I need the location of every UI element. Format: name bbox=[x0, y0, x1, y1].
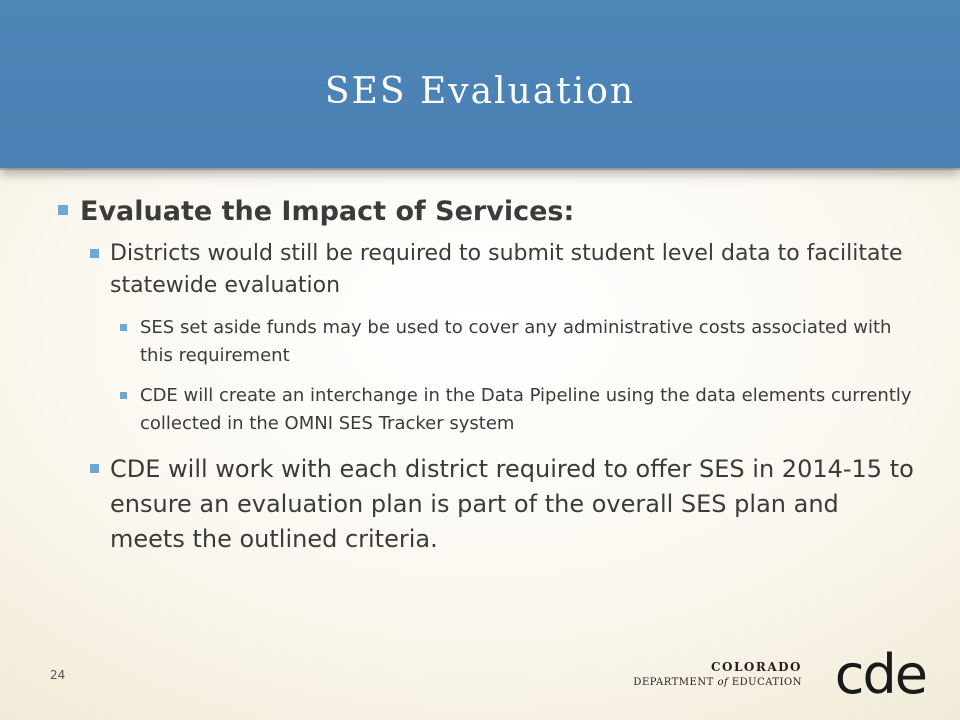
bullet-heading-text: Evaluate the Impact of Services: bbox=[80, 196, 575, 227]
logo-dept-suffix: EDUCATION bbox=[728, 677, 802, 688]
sub-bullet-1-text: SES set aside funds may be used to cover any administrative costs associated with this requirement bbox=[140, 317, 892, 366]
logo-state: COLORADO bbox=[710, 660, 802, 674]
cde-logo-mark: cde bbox=[834, 643, 926, 706]
square-bullet-icon bbox=[120, 324, 127, 331]
title-band bbox=[0, 0, 960, 168]
bullet-point-2-text: CDE will work with each district required to offer SES in 2014-15 to ensure an evaluation plan is part of the overall SES plan and meets the outlined criteria. bbox=[110, 455, 914, 553]
square-bullet-icon bbox=[58, 205, 68, 215]
sub-bullet-2-text: CDE will create an interchange in the Data Pipeline using the data elements currently collected in the OMNI SES Tracker system bbox=[140, 385, 912, 434]
bullet-heading bbox=[58, 194, 918, 230]
bullet-point-2 bbox=[90, 452, 918, 557]
logo-department bbox=[633, 674, 802, 692]
logo-text bbox=[633, 660, 802, 692]
logo-dept-prefix: DEPARTMENT bbox=[633, 677, 718, 688]
square-bullet-icon bbox=[120, 392, 127, 399]
sub-bullet-2 bbox=[120, 382, 918, 438]
cde-logo bbox=[633, 643, 940, 706]
page-number: 24 bbox=[50, 668, 66, 682]
logo-dept-of: of bbox=[717, 677, 729, 688]
bullet-point-1 bbox=[90, 238, 918, 302]
square-bullet-icon bbox=[90, 464, 99, 473]
slide-content bbox=[58, 194, 918, 557]
title-band-shadow bbox=[0, 168, 960, 170]
square-bullet-icon bbox=[90, 249, 99, 258]
bullet-point-1-text: Districts would still be required to submit student level data to facilitate statewide evaluation bbox=[110, 241, 903, 298]
sub-bullet-1 bbox=[120, 314, 918, 370]
slide-title: SES Evaluation bbox=[324, 71, 636, 112]
